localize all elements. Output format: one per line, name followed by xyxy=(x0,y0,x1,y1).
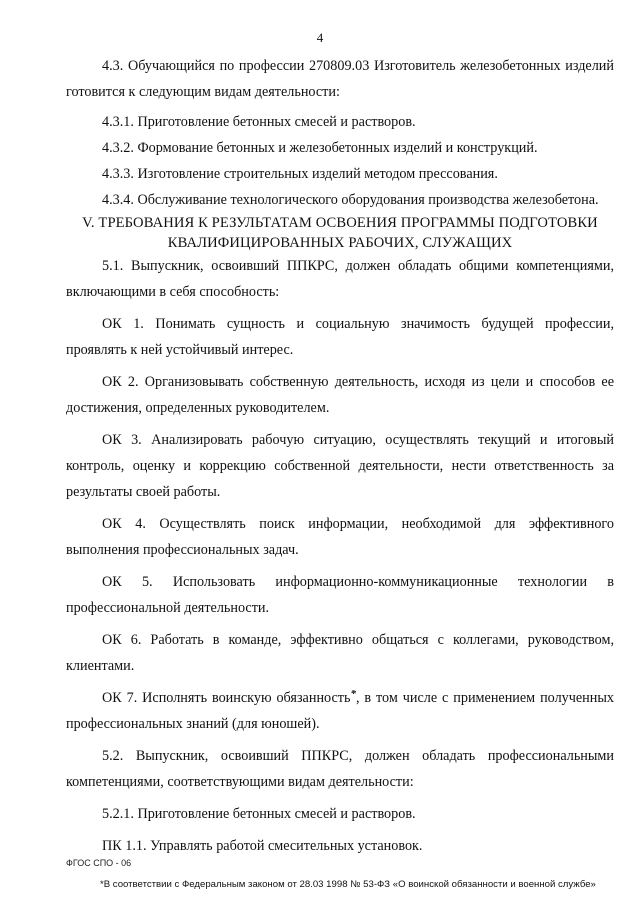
competency-ok3: ОК 3. Анализировать рабочую ситуацию, осуществлять текущий и итоговый контроль, оценку и коррекцию собственной деятельности, нести ответственность за результаты своей работы. xyxy=(66,432,614,500)
paragraph-4-3-4: 4.3.4. Обслуживание технологического оборудования производства железобетона. xyxy=(102,192,599,208)
footnote: *В соответствии с Федеральным законом от 28.03 1998 № 53-ФЗ «О воинской обязанности и военной службе» xyxy=(100,879,596,890)
paragraph-4-3-1: 4.3.1. Приготовление бетонных смесей и растворов. xyxy=(102,114,416,130)
competency-ok2: ОК 2. Организовывать собственную деятельность, исходя из цели и способов ее достижения, определенных руководителем. xyxy=(66,374,614,416)
paragraph-4-3-2: 4.3.2. Формование бетонных и железобетонных изделий и конструкций. xyxy=(102,140,538,156)
competency-pk1-1: ПК 1.1. Управлять работой смесительных установок. xyxy=(102,838,423,854)
paragraph-5-2: 5.2. Выпускник, освоивший ППКРС, должен обладать профессиональными компетенциями, соответствующими видам деятельности: xyxy=(66,748,614,790)
paragraph-5-1: 5.1. Выпускник, освоивший ППКРС, должен обладать общими компетенциями, включающими в себя способность: xyxy=(66,258,614,300)
page-number: 4 xyxy=(316,30,324,45)
document-body xyxy=(66,53,614,859)
competency-ok4: ОК 4. Осуществлять поиск информации, необходимой для эффективного выполнения профессиональных задач. xyxy=(66,516,614,558)
paragraph-5-2-1: 5.2.1. Приготовление бетонных смесей и растворов. xyxy=(102,806,416,822)
footnote-marker: * xyxy=(350,688,356,700)
competency-ok5: ОК 5. Использовать информационно-коммуникационные технологии в профессиональной деятельности. xyxy=(66,574,614,616)
competency-ok1: ОК 1. Понимать сущность и социальную значимость будущей профессии, проявлять к ней устойчивый интерес. xyxy=(66,316,614,358)
competency-ok7-text-end: , в том числе с применением полученных профессиональных знаний (для юношей). xyxy=(66,690,614,732)
competency-ok7 xyxy=(66,685,614,737)
document-code: ФГОС СПО - 06 xyxy=(66,858,132,868)
section-heading: V. ТРЕБОВАНИЯ К РЕЗУЛЬТАТАМ ОСВОЕНИЯ ПРОГРАММЫ ПОДГОТОВКИ КВАЛИФИЦИРОВАННЫХ РАБОЧИХ, СЛУЖАЩИХ xyxy=(82,215,598,251)
competency-ok6: ОК 6. Работать в команде, эффективно общаться с коллегами, руководством, клиентами. xyxy=(66,632,614,674)
paragraph-4-3-3: 4.3.3. Изготовление строительных изделий методом прессования. xyxy=(102,166,498,182)
competency-ok7-text: ОК 7. Исполнять воинскую обязанность xyxy=(102,690,351,706)
paragraph-4-3: 4.3. Обучающийся по профессии 270809.03 Изготовитель железобетонных изделий готовится к следующим видам деятельности: xyxy=(66,58,614,100)
